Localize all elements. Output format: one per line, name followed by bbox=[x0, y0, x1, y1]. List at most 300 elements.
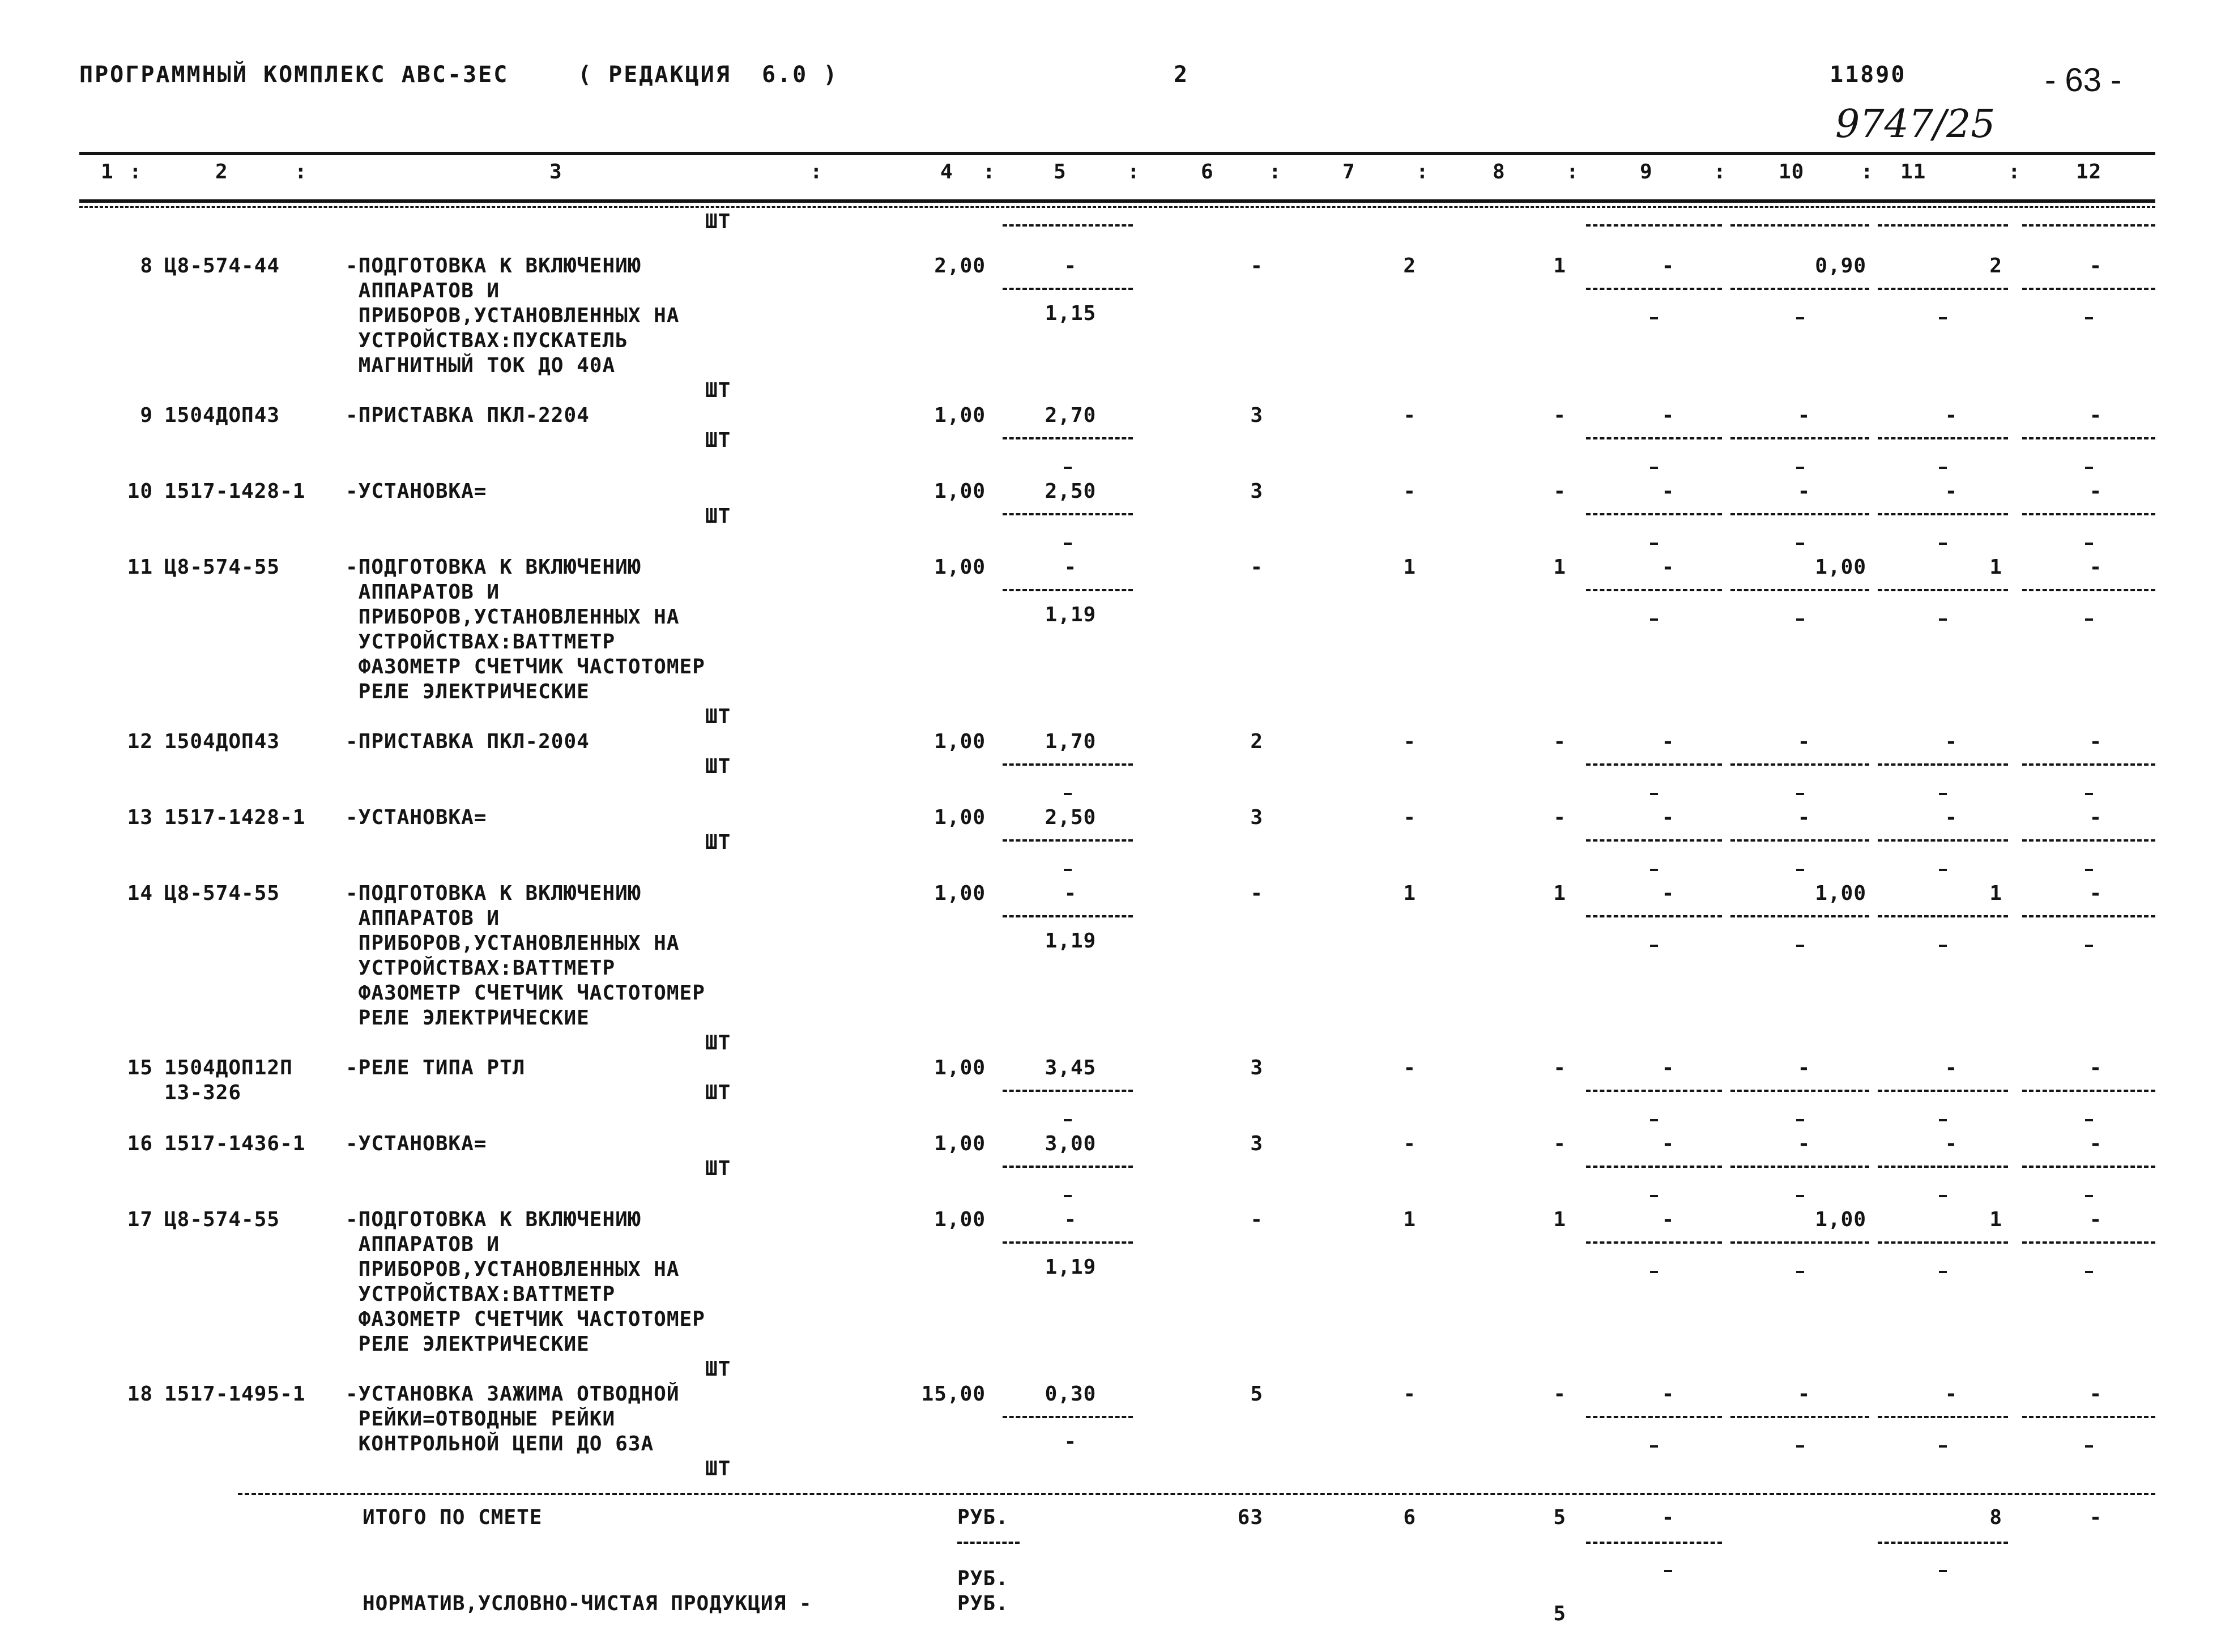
column-separator: : bbox=[1127, 160, 1140, 183]
row-col10: 1,00 bbox=[1815, 1208, 1866, 1231]
row-unit: ШТ bbox=[705, 505, 731, 528]
row-col7: - bbox=[1403, 404, 1416, 427]
row-col5-rule bbox=[1003, 839, 1133, 842]
row-dash-below-c9 bbox=[1650, 467, 1658, 469]
row-col11: 2 bbox=[1989, 254, 2002, 278]
row-number: 12 bbox=[127, 730, 153, 753]
row-col7: - bbox=[1403, 730, 1416, 753]
row-dash-below-c11 bbox=[1939, 793, 1947, 795]
row-quantity: 1,00 bbox=[934, 1208, 986, 1231]
row-description-line: РЕЛЕ ЭЛЕКТРИЧЕСКИЕ bbox=[346, 1006, 590, 1030]
row-description-line: -ПОДГОТОВКА К ВКЛЮЧЕНИЮ bbox=[346, 556, 641, 579]
row-number: 15 bbox=[127, 1056, 153, 1079]
total-unit: РУБ. bbox=[957, 1506, 1009, 1529]
row-quantity: 1,00 bbox=[934, 480, 986, 503]
row-unit: ШТ bbox=[705, 705, 731, 728]
row-col11: 1 bbox=[1989, 1208, 2002, 1231]
row-rule-c11 bbox=[1878, 589, 2008, 591]
row-col5-value: - bbox=[1064, 254, 1077, 278]
column-header-9: 9 bbox=[1640, 160, 1653, 183]
row-code: 1517-1428-1 bbox=[164, 480, 306, 503]
row-description-line: РЕЙКИ=ОТВОДНЫЕ РЕЙКИ bbox=[346, 1407, 616, 1431]
column-header-11: 11 bbox=[1900, 160, 1926, 183]
column-header-2: 2 bbox=[215, 160, 228, 183]
row-rule-c12 bbox=[2022, 288, 2155, 290]
row-col8: - bbox=[1553, 806, 1566, 829]
row-description-line: ПРИБОРОВ,УСТАНОВЛЕННЫХ НА bbox=[346, 304, 680, 327]
column-separator: : bbox=[1566, 160, 1579, 183]
row-col9: - bbox=[1661, 480, 1675, 503]
row-rule-c12 bbox=[2022, 839, 2155, 842]
row-col8: - bbox=[1553, 480, 1566, 503]
row-dash-below-c5 bbox=[1064, 869, 1072, 871]
row-dash-below-c11 bbox=[1939, 1195, 1947, 1197]
row-rule-c9 bbox=[1586, 513, 1722, 515]
row-code: Ц8-574-55 bbox=[164, 882, 280, 905]
row-dash-below-c12 bbox=[2085, 1271, 2093, 1273]
row-number: 9 bbox=[140, 404, 153, 427]
row-col8: - bbox=[1553, 404, 1566, 427]
row-col12: - bbox=[2089, 1056, 2103, 1079]
row-description-line: -ПРИСТАВКА ПКЛ-2204 bbox=[346, 404, 590, 427]
row-col5-rule bbox=[1003, 1090, 1133, 1092]
row-unit: ШТ bbox=[705, 755, 731, 778]
row-number: 16 bbox=[127, 1132, 153, 1155]
footer-col8: 5 bbox=[1553, 1602, 1566, 1625]
row-unit: ШТ bbox=[705, 1358, 731, 1381]
row-col5-rule bbox=[1003, 763, 1133, 766]
row-col6: - bbox=[1250, 1208, 1263, 1231]
row-code: Ц8-574-44 bbox=[164, 254, 280, 278]
footer-unit-1: РУБ. bbox=[957, 1567, 1009, 1590]
row-description-line: -РЕЛЕ ТИПА РТЛ bbox=[346, 1056, 526, 1079]
total-col6: 63 bbox=[1237, 1506, 1263, 1529]
row-rule-c11 bbox=[1878, 915, 2008, 917]
column-header-8: 8 bbox=[1493, 160, 1506, 183]
row-dash-below-c9 bbox=[1650, 869, 1658, 871]
row-description-line: АППАРАТОВ И bbox=[346, 580, 500, 604]
row-rule-c12 bbox=[2022, 763, 2155, 766]
row-col11: - bbox=[1945, 1382, 1958, 1406]
column-header-12: 12 bbox=[2076, 160, 2102, 183]
row-col6: 3 bbox=[1250, 1132, 1263, 1155]
total-col9: - bbox=[1661, 1506, 1675, 1529]
row-dash-below-c5 bbox=[1064, 467, 1072, 469]
row-col11: - bbox=[1945, 480, 1958, 503]
row-col11: - bbox=[1945, 1132, 1958, 1155]
row-rule-c9 bbox=[1586, 1241, 1722, 1244]
total-col9-dash bbox=[1664, 1570, 1672, 1572]
row-col11: 1 bbox=[1989, 556, 2002, 579]
row-col7: 1 bbox=[1403, 556, 1416, 579]
top-dash bbox=[1730, 224, 1869, 227]
row-rule-c9 bbox=[1586, 915, 1722, 917]
row-unit: ШТ bbox=[705, 429, 731, 452]
row-col5-value: - bbox=[1064, 1208, 1077, 1231]
row-description-line: УСТРОЙСТВАХ:ВАТТМЕТР bbox=[346, 1283, 616, 1306]
row-col5-secondary: 1,19 bbox=[1045, 1255, 1097, 1279]
row-rule-c9 bbox=[1586, 1416, 1722, 1418]
row-dash-below-c10 bbox=[1796, 317, 1804, 319]
row-col5-secondary: 1,15 bbox=[1045, 301, 1097, 325]
row-dash-below-c11 bbox=[1939, 317, 1947, 319]
row-dash-below-c5 bbox=[1064, 1195, 1072, 1197]
edition-label: ( РЕДАКЦИЯ 6.0 ) bbox=[578, 62, 839, 88]
row-quantity: 1,00 bbox=[934, 1056, 986, 1079]
column-separator: : bbox=[983, 160, 996, 183]
column-separator: : bbox=[1416, 160, 1429, 183]
row-col10: - bbox=[1797, 1056, 1811, 1079]
row-dash-below-c12 bbox=[2085, 793, 2093, 795]
row-dash-below-c11 bbox=[1939, 1271, 1947, 1273]
total-col11: 8 bbox=[1989, 1506, 2002, 1529]
sheet-number: 2 bbox=[1174, 62, 1190, 88]
header-bottom-rule bbox=[79, 199, 2155, 203]
row-unit: ШТ bbox=[705, 1457, 731, 1480]
row-col11: - bbox=[1945, 404, 1958, 427]
row-rule-c12 bbox=[2022, 915, 2155, 917]
column-separator: : bbox=[1713, 160, 1727, 183]
column-separator: : bbox=[1269, 160, 1282, 183]
row-description-line: -ПОДГОТОВКА К ВКЛЮЧЕНИЮ bbox=[346, 254, 641, 278]
row-col10: - bbox=[1797, 404, 1811, 427]
row-col5-rule bbox=[1003, 589, 1133, 591]
footer-unit-2: РУБ. bbox=[957, 1592, 1009, 1615]
row-code: Ц8-574-55 bbox=[164, 556, 280, 579]
row-col5-value: - bbox=[1064, 556, 1077, 579]
row-dash-below-c12 bbox=[2085, 1445, 2093, 1448]
row-description-line: ПРИБОРОВ,УСТАНОВЛЕННЫХ НА bbox=[346, 1258, 680, 1281]
row-col6: 3 bbox=[1250, 1056, 1263, 1079]
row-rule-c10 bbox=[1730, 1416, 1869, 1418]
row-description-line: -УСТАНОВКА= bbox=[346, 480, 487, 503]
row-code-2: 13-326 bbox=[164, 1081, 242, 1104]
row-rule-c12 bbox=[2022, 1416, 2155, 1418]
row-quantity: 2,00 bbox=[934, 254, 986, 278]
row-col12: - bbox=[2089, 404, 2103, 427]
row-number: 18 bbox=[127, 1382, 153, 1406]
row-dash-below-c11 bbox=[1939, 1445, 1947, 1448]
row-description-line: -УСТАНОВКА= bbox=[346, 1132, 487, 1155]
row-col5-secondary: 1,19 bbox=[1045, 929, 1097, 953]
total-unit-rule bbox=[957, 1542, 1020, 1544]
row-col10: - bbox=[1797, 480, 1811, 503]
row-col9: - bbox=[1661, 556, 1675, 579]
row-dash-below-c12 bbox=[2085, 618, 2093, 621]
row-col12: - bbox=[2089, 1132, 2103, 1155]
row-col5-secondary: 1,19 bbox=[1045, 603, 1097, 626]
column-separator: : bbox=[810, 160, 823, 183]
row-unit: ШТ bbox=[705, 831, 731, 854]
row-code: 1517-1428-1 bbox=[164, 806, 306, 829]
column-header-6: 6 bbox=[1201, 160, 1214, 183]
row-col9: - bbox=[1661, 1056, 1675, 1079]
row-quantity: 1,00 bbox=[934, 556, 986, 579]
row-col10: - bbox=[1797, 730, 1811, 753]
handwritten-inventory-number: 9747/25 bbox=[1835, 102, 1996, 147]
row-description-line: УСТРОЙСТВАХ:ВАТТМЕТР bbox=[346, 630, 616, 654]
row-description-line: РЕЛЕ ЭЛЕКТРИЧЕСКИЕ bbox=[346, 680, 590, 703]
column-separator: : bbox=[129, 160, 142, 183]
footer-label: НОРМАТИВ,УСЛОВНО-ЧИСТАЯ ПРОДУКЦИЯ - bbox=[363, 1592, 812, 1615]
row-dash-below-c5 bbox=[1064, 793, 1072, 795]
row-col9: - bbox=[1661, 1382, 1675, 1406]
row-dash-below-c10 bbox=[1796, 793, 1804, 795]
row-unit: ШТ bbox=[705, 1157, 731, 1180]
row-dash-below-c12 bbox=[2085, 543, 2093, 545]
row-rule-c11 bbox=[1878, 513, 2008, 515]
header-bottom-rule-2 bbox=[79, 206, 2155, 208]
row-col12: - bbox=[2089, 1208, 2103, 1231]
program-title: ПРОГРАММНЫЙ КОМПЛЕКС АВС-ЗЕС bbox=[79, 62, 509, 88]
row-description-line: КОНТРОЛЬНОЙ ЦЕПИ ДО 63А bbox=[346, 1432, 654, 1455]
header-top-rule bbox=[79, 152, 2155, 155]
row-quantity: 1,00 bbox=[934, 1132, 986, 1155]
row-col10: 0,90 bbox=[1815, 254, 1866, 278]
row-dash-below-c9 bbox=[1650, 1445, 1658, 1448]
top-dash bbox=[1003, 224, 1133, 227]
row-rule-c11 bbox=[1878, 288, 2008, 290]
row-col9: - bbox=[1661, 1208, 1675, 1231]
row-dash-below-c11 bbox=[1939, 869, 1947, 871]
row-quantity: 1,00 bbox=[934, 882, 986, 905]
row-col5-value: 2,70 bbox=[1045, 404, 1097, 427]
row-dash-below-c9 bbox=[1650, 317, 1658, 319]
row-rule-c10 bbox=[1730, 513, 1869, 515]
column-separator: : bbox=[1861, 160, 1874, 183]
row-quantity: 1,00 bbox=[934, 806, 986, 829]
column-header-3: 3 bbox=[549, 160, 562, 183]
row-description-line: ПРИБОРОВ,УСТАНОВЛЕННЫХ НА bbox=[346, 605, 680, 629]
row-col5-value: - bbox=[1064, 882, 1077, 905]
row-dash-below-c10 bbox=[1796, 945, 1804, 947]
total-label: ИТОГО ПО СМЕТЕ bbox=[363, 1506, 543, 1529]
row-dash-below-c11 bbox=[1939, 618, 1947, 621]
row-rule-c10 bbox=[1730, 1241, 1869, 1244]
row-dash-below-c11 bbox=[1939, 543, 1947, 545]
row-col5-value: 0,30 bbox=[1045, 1382, 1097, 1406]
row-description-line: ПРИБОРОВ,УСТАНОВЛЕННЫХ НА bbox=[346, 932, 680, 955]
row-number: 14 bbox=[127, 882, 153, 905]
row-code: 1517-1495-1 bbox=[164, 1382, 306, 1406]
row-dash-below-c5 bbox=[1064, 1119, 1072, 1121]
row-dash-below-c10 bbox=[1796, 467, 1804, 469]
row-rule-c12 bbox=[2022, 589, 2155, 591]
row-col7: 1 bbox=[1403, 882, 1416, 905]
row-rule-c12 bbox=[2022, 1166, 2155, 1168]
row-col8: 1 bbox=[1553, 1208, 1566, 1231]
column-header-1: 1 bbox=[101, 160, 114, 183]
row-rule-c10 bbox=[1730, 437, 1869, 439]
row-code: Ц8-574-55 bbox=[164, 1208, 280, 1231]
row-rule-c9 bbox=[1586, 589, 1722, 591]
column-separator: : bbox=[295, 160, 308, 183]
row-rule-c10 bbox=[1730, 1166, 1869, 1168]
row-col9: - bbox=[1661, 254, 1675, 278]
row-code: 1504ДОП43 bbox=[164, 404, 280, 427]
row-col6: - bbox=[1250, 254, 1263, 278]
row-rule-c12 bbox=[2022, 513, 2155, 515]
row-col5-value: 1,70 bbox=[1045, 730, 1097, 753]
row-dash-below-c9 bbox=[1650, 1195, 1658, 1197]
row-col12: - bbox=[2089, 556, 2103, 579]
row-col8: - bbox=[1553, 1056, 1566, 1079]
row-rule-c10 bbox=[1730, 763, 1869, 766]
row-rule-c11 bbox=[1878, 1416, 2008, 1418]
column-header-10: 10 bbox=[1779, 160, 1805, 183]
row-dash-below-c10 bbox=[1796, 1271, 1804, 1273]
row-col8: 1 bbox=[1553, 882, 1566, 905]
row-col8: - bbox=[1553, 1382, 1566, 1406]
row-unit: ШТ bbox=[705, 1031, 731, 1055]
row-number: 10 bbox=[127, 480, 153, 503]
row-col5-rule bbox=[1003, 1166, 1133, 1168]
total-col11-rule bbox=[1878, 1542, 2008, 1544]
row-col7: - bbox=[1403, 1132, 1416, 1155]
row-rule-c9 bbox=[1586, 288, 1722, 290]
row-rule-c10 bbox=[1730, 1090, 1869, 1092]
row-description-line: ФАЗОМЕТР СЧЕТЧИК ЧАСТОТОМЕР bbox=[346, 655, 705, 678]
row-col5-value: 3,00 bbox=[1045, 1132, 1097, 1155]
row-description-line: АППАРАТОВ И bbox=[346, 279, 500, 302]
row-description-line: -УСТАНОВКА= bbox=[346, 806, 487, 829]
row-col5-rule bbox=[1003, 1241, 1133, 1244]
row-dash-below-c10 bbox=[1796, 1119, 1804, 1121]
row-dash-below-c5 bbox=[1064, 543, 1072, 545]
row-description-line: АППАРАТОВ И bbox=[346, 907, 500, 930]
row-dash-below-c12 bbox=[2085, 1195, 2093, 1197]
row-description-line: УСТРОЙСТВАХ:ПУСКАТЕЛЬ bbox=[346, 329, 628, 352]
row-rule-c12 bbox=[2022, 437, 2155, 439]
column-separator: : bbox=[2008, 160, 2021, 183]
row-col12: - bbox=[2089, 480, 2103, 503]
row-col8: 1 bbox=[1553, 556, 1566, 579]
row-dash-below-c12 bbox=[2085, 317, 2093, 319]
row-rule-c11 bbox=[1878, 839, 2008, 842]
row-description-line: ФАЗОМЕТР СЧЕТЧИК ЧАСТОТОМЕР bbox=[346, 981, 705, 1005]
row-col7: - bbox=[1403, 1056, 1416, 1079]
row-rule-c10 bbox=[1730, 288, 1869, 290]
row-dash-below-c9 bbox=[1650, 945, 1658, 947]
row-description-line: РЕЛЕ ЭЛЕКТРИЧЕСКИЕ bbox=[346, 1333, 590, 1356]
row-rule-c9 bbox=[1586, 1166, 1722, 1168]
row-rule-c12 bbox=[2022, 1241, 2155, 1244]
row-col9: - bbox=[1661, 730, 1675, 753]
total-col7: 6 bbox=[1403, 1506, 1416, 1529]
top-dash bbox=[2022, 224, 2155, 227]
row-quantity: 1,00 bbox=[934, 730, 986, 753]
row-col5-secondary: - bbox=[1064, 1429, 1077, 1453]
row-number: 17 bbox=[127, 1208, 153, 1231]
row-col6: 3 bbox=[1250, 806, 1263, 829]
row-dash-below-c9 bbox=[1650, 1271, 1658, 1273]
row-description-line: -ПОДГОТОВКА К ВКЛЮЧЕНИЮ bbox=[346, 882, 641, 905]
row-dash-below-c10 bbox=[1796, 869, 1804, 871]
row-dash-below-c9 bbox=[1650, 793, 1658, 795]
row-col7: - bbox=[1403, 480, 1416, 503]
row-col6: - bbox=[1250, 882, 1263, 905]
row-number: 8 bbox=[140, 254, 153, 278]
row-rule-c11 bbox=[1878, 437, 2008, 439]
row-col12: - bbox=[2089, 882, 2103, 905]
row-col6: 5 bbox=[1250, 1382, 1263, 1406]
page-number: - 63 - bbox=[2045, 62, 2122, 99]
row-description-line: МАГНИТНЫЙ ТОК ДО 40А bbox=[346, 354, 616, 377]
row-description-line: -ПОДГОТОВКА К ВКЛЮЧЕНИЮ bbox=[346, 1208, 641, 1231]
row-rule-c9 bbox=[1586, 437, 1722, 439]
row-dash-below-c9 bbox=[1650, 618, 1658, 621]
row-col11: - bbox=[1945, 730, 1958, 753]
row-dash-below-c11 bbox=[1939, 1119, 1947, 1121]
row-code: 1504ДОП43 bbox=[164, 730, 280, 753]
row-col5-rule bbox=[1003, 288, 1133, 290]
row-col5-rule bbox=[1003, 915, 1133, 917]
row-col12: - bbox=[2089, 254, 2103, 278]
row-col5-rule bbox=[1003, 1416, 1133, 1418]
row-col5-rule bbox=[1003, 513, 1133, 515]
row-quantity: 1,00 bbox=[934, 404, 986, 427]
row-rule-c11 bbox=[1878, 1166, 2008, 1168]
row-unit: ШТ bbox=[705, 1081, 731, 1104]
totals-rule bbox=[238, 1493, 2155, 1495]
row-col11: - bbox=[1945, 1056, 1958, 1079]
row-col7: - bbox=[1403, 1382, 1416, 1406]
row-col8: - bbox=[1553, 1132, 1566, 1155]
top-dash bbox=[1586, 224, 1722, 227]
row-rule-c9 bbox=[1586, 763, 1722, 766]
total-col9-rule bbox=[1586, 1542, 1722, 1544]
row-description-line: УСТРОЙСТВАХ:ВАТТМЕТР bbox=[346, 957, 616, 980]
row-col6: 3 bbox=[1250, 480, 1263, 503]
row-col9: - bbox=[1661, 404, 1675, 427]
row-dash-below-c12 bbox=[2085, 467, 2093, 469]
row-col9: - bbox=[1661, 1132, 1675, 1155]
row-dash-below-c11 bbox=[1939, 945, 1947, 947]
row-dash-below-c10 bbox=[1796, 1445, 1804, 1448]
row-col10: - bbox=[1797, 1132, 1811, 1155]
document-code: 11890 bbox=[1830, 62, 1907, 88]
column-header-4: 4 bbox=[940, 160, 953, 183]
row-col6: 2 bbox=[1250, 730, 1263, 753]
total-col11-dash bbox=[1939, 1570, 1947, 1572]
row-col12: - bbox=[2089, 730, 2103, 753]
row-col7: 2 bbox=[1403, 254, 1416, 278]
row-rule-c9 bbox=[1586, 1090, 1722, 1092]
row-rule-c11 bbox=[1878, 1090, 2008, 1092]
row-rule-c12 bbox=[2022, 1090, 2155, 1092]
row-dash-below-c12 bbox=[2085, 945, 2093, 947]
row-rule-c10 bbox=[1730, 839, 1869, 842]
total-col8: 5 bbox=[1553, 1506, 1566, 1529]
row-col11: 1 bbox=[1989, 882, 2002, 905]
row-description-line: ФАЗОМЕТР СЧЕТЧИК ЧАСТОТОМЕР bbox=[346, 1308, 705, 1331]
row-col5-value: 3,45 bbox=[1045, 1056, 1097, 1079]
row-col10: 1,00 bbox=[1815, 556, 1866, 579]
row-col5-value: 2,50 bbox=[1045, 480, 1097, 503]
row-dash-below-c9 bbox=[1650, 543, 1658, 545]
column-header-7: 7 bbox=[1342, 160, 1355, 183]
top-dash bbox=[1878, 224, 2008, 227]
row-description-line: -ПРИСТАВКА ПКЛ-2004 bbox=[346, 730, 590, 753]
row-description-line: -УСТАНОВКА ЗАЖИМА ОТВОДНОЙ bbox=[346, 1382, 680, 1406]
row-number: 11 bbox=[127, 556, 153, 579]
row-dash-below-c12 bbox=[2085, 869, 2093, 871]
row-col5-rule bbox=[1003, 437, 1133, 439]
row-col12: - bbox=[2089, 1382, 2103, 1406]
row-col8: - bbox=[1553, 730, 1566, 753]
row-col9: - bbox=[1661, 882, 1675, 905]
row-col10: - bbox=[1797, 1382, 1811, 1406]
